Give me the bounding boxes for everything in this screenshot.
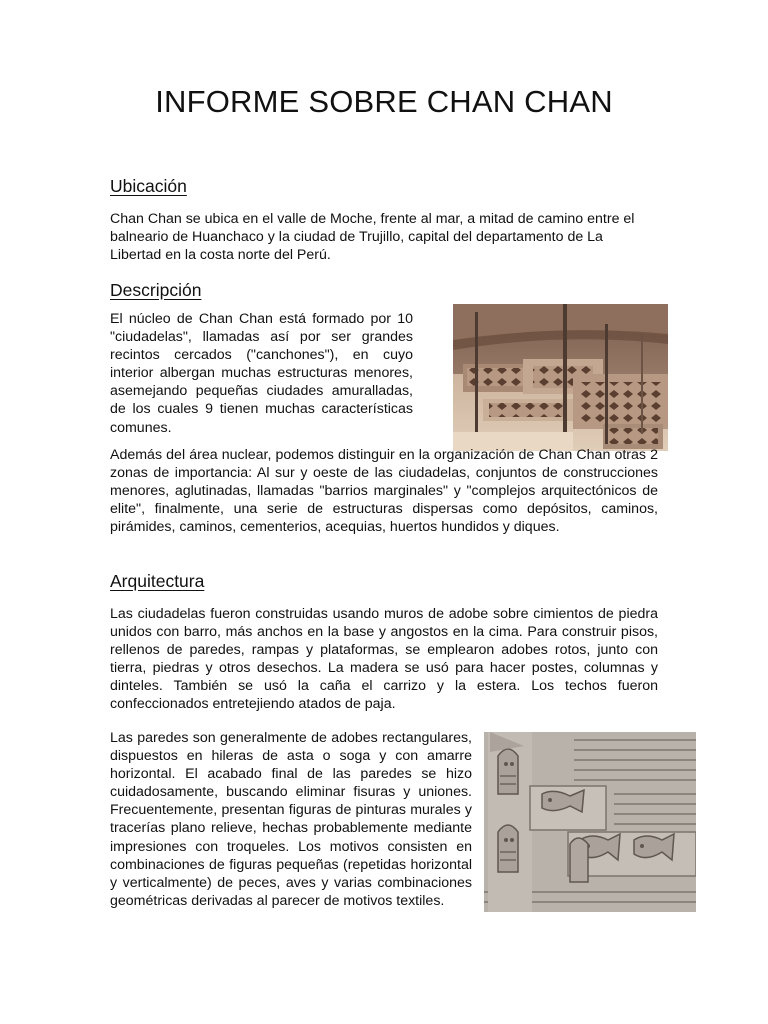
paragraph-descripcion-1: El núcleo de Chan Chan está formado por 10 "ciudadelas", llamadas así por ser grandes recintos cercados ("canchones"), en cuyo interior albergan muchas estructuras menores, asemejando pequeñas ciudades amuralladas, de los cuales 9 tienen muchas características comunes. bbox=[110, 311, 413, 436]
document-title: INFORME SOBRE CHAN CHAN bbox=[155, 84, 613, 119]
ruins-photo-image bbox=[453, 304, 668, 451]
heading-arquitectura: Arquitectura bbox=[110, 571, 205, 591]
paragraph-arquitectura-1: Las ciudadelas fueron construidas usando muros de adobe sobre cimientos de piedra unidos con barro, más anchos en la base y angostos en la cima. Para construir pisos, rellenos de paredes, rampas y plataformas, se emplearon adobes rotos, junto con tierra, piedras y otros desechos. La madera se usó para hacer postes, columnas y dinteles. También se usó la caña el carrizo y la estera. Los techos fueron confeccionados entretejiendo atados de paja. bbox=[110, 606, 658, 713]
relief-photo bbox=[484, 732, 696, 912]
paragraph-arquitectura-2: Las paredes son generalmente de adobes rectangulares, dispuestos en hileras de asta o soga y con amarre horizontal. El acabado final de las paredes se hizo cuidadosamente, buscando eliminar fisuras y uniones. Frecuentemente, presentan figuras de pinturas murales y tracerías plano relieve, hechas probablemente mediante impresiones con troqueles. Los motivos consisten en combinaciones de figuras pequeñas (repetidas horizontal y verticalmente) de peces, aves y varias combinaciones geométricas derivadas al parecer de motivos textiles. bbox=[110, 730, 472, 909]
heading-descripcion: Descripción bbox=[110, 280, 202, 300]
ruins-photo bbox=[453, 304, 668, 451]
paragraph-descripcion-2: Además del área nuclear, podemos distinguir en la organización de Chan Chan otras 2 zonas de importancia: Al sur y oeste de las ciudadelas, conjuntos de construcciones menores, aglutinadas, llamadas "barrios marginales" y "complejos arquitectónicos de elite", finalmente, una serie de estructuras dispersas como depósitos, caminos, pirámides, caminos, cementerios, acequias, huertos hundidos y diques. bbox=[110, 447, 658, 536]
heading-ubicacion: Ubicación bbox=[110, 176, 187, 196]
relief-photo-image bbox=[484, 732, 696, 912]
paragraph-ubicacion: Chan Chan se ubica en el valle de Moche, frente al mar, a mitad de camino entre el balneario de Huanchaco y la ciudad de Trujillo, capital del departamento de La Libertad en la costa norte del Perú. bbox=[110, 211, 635, 264]
